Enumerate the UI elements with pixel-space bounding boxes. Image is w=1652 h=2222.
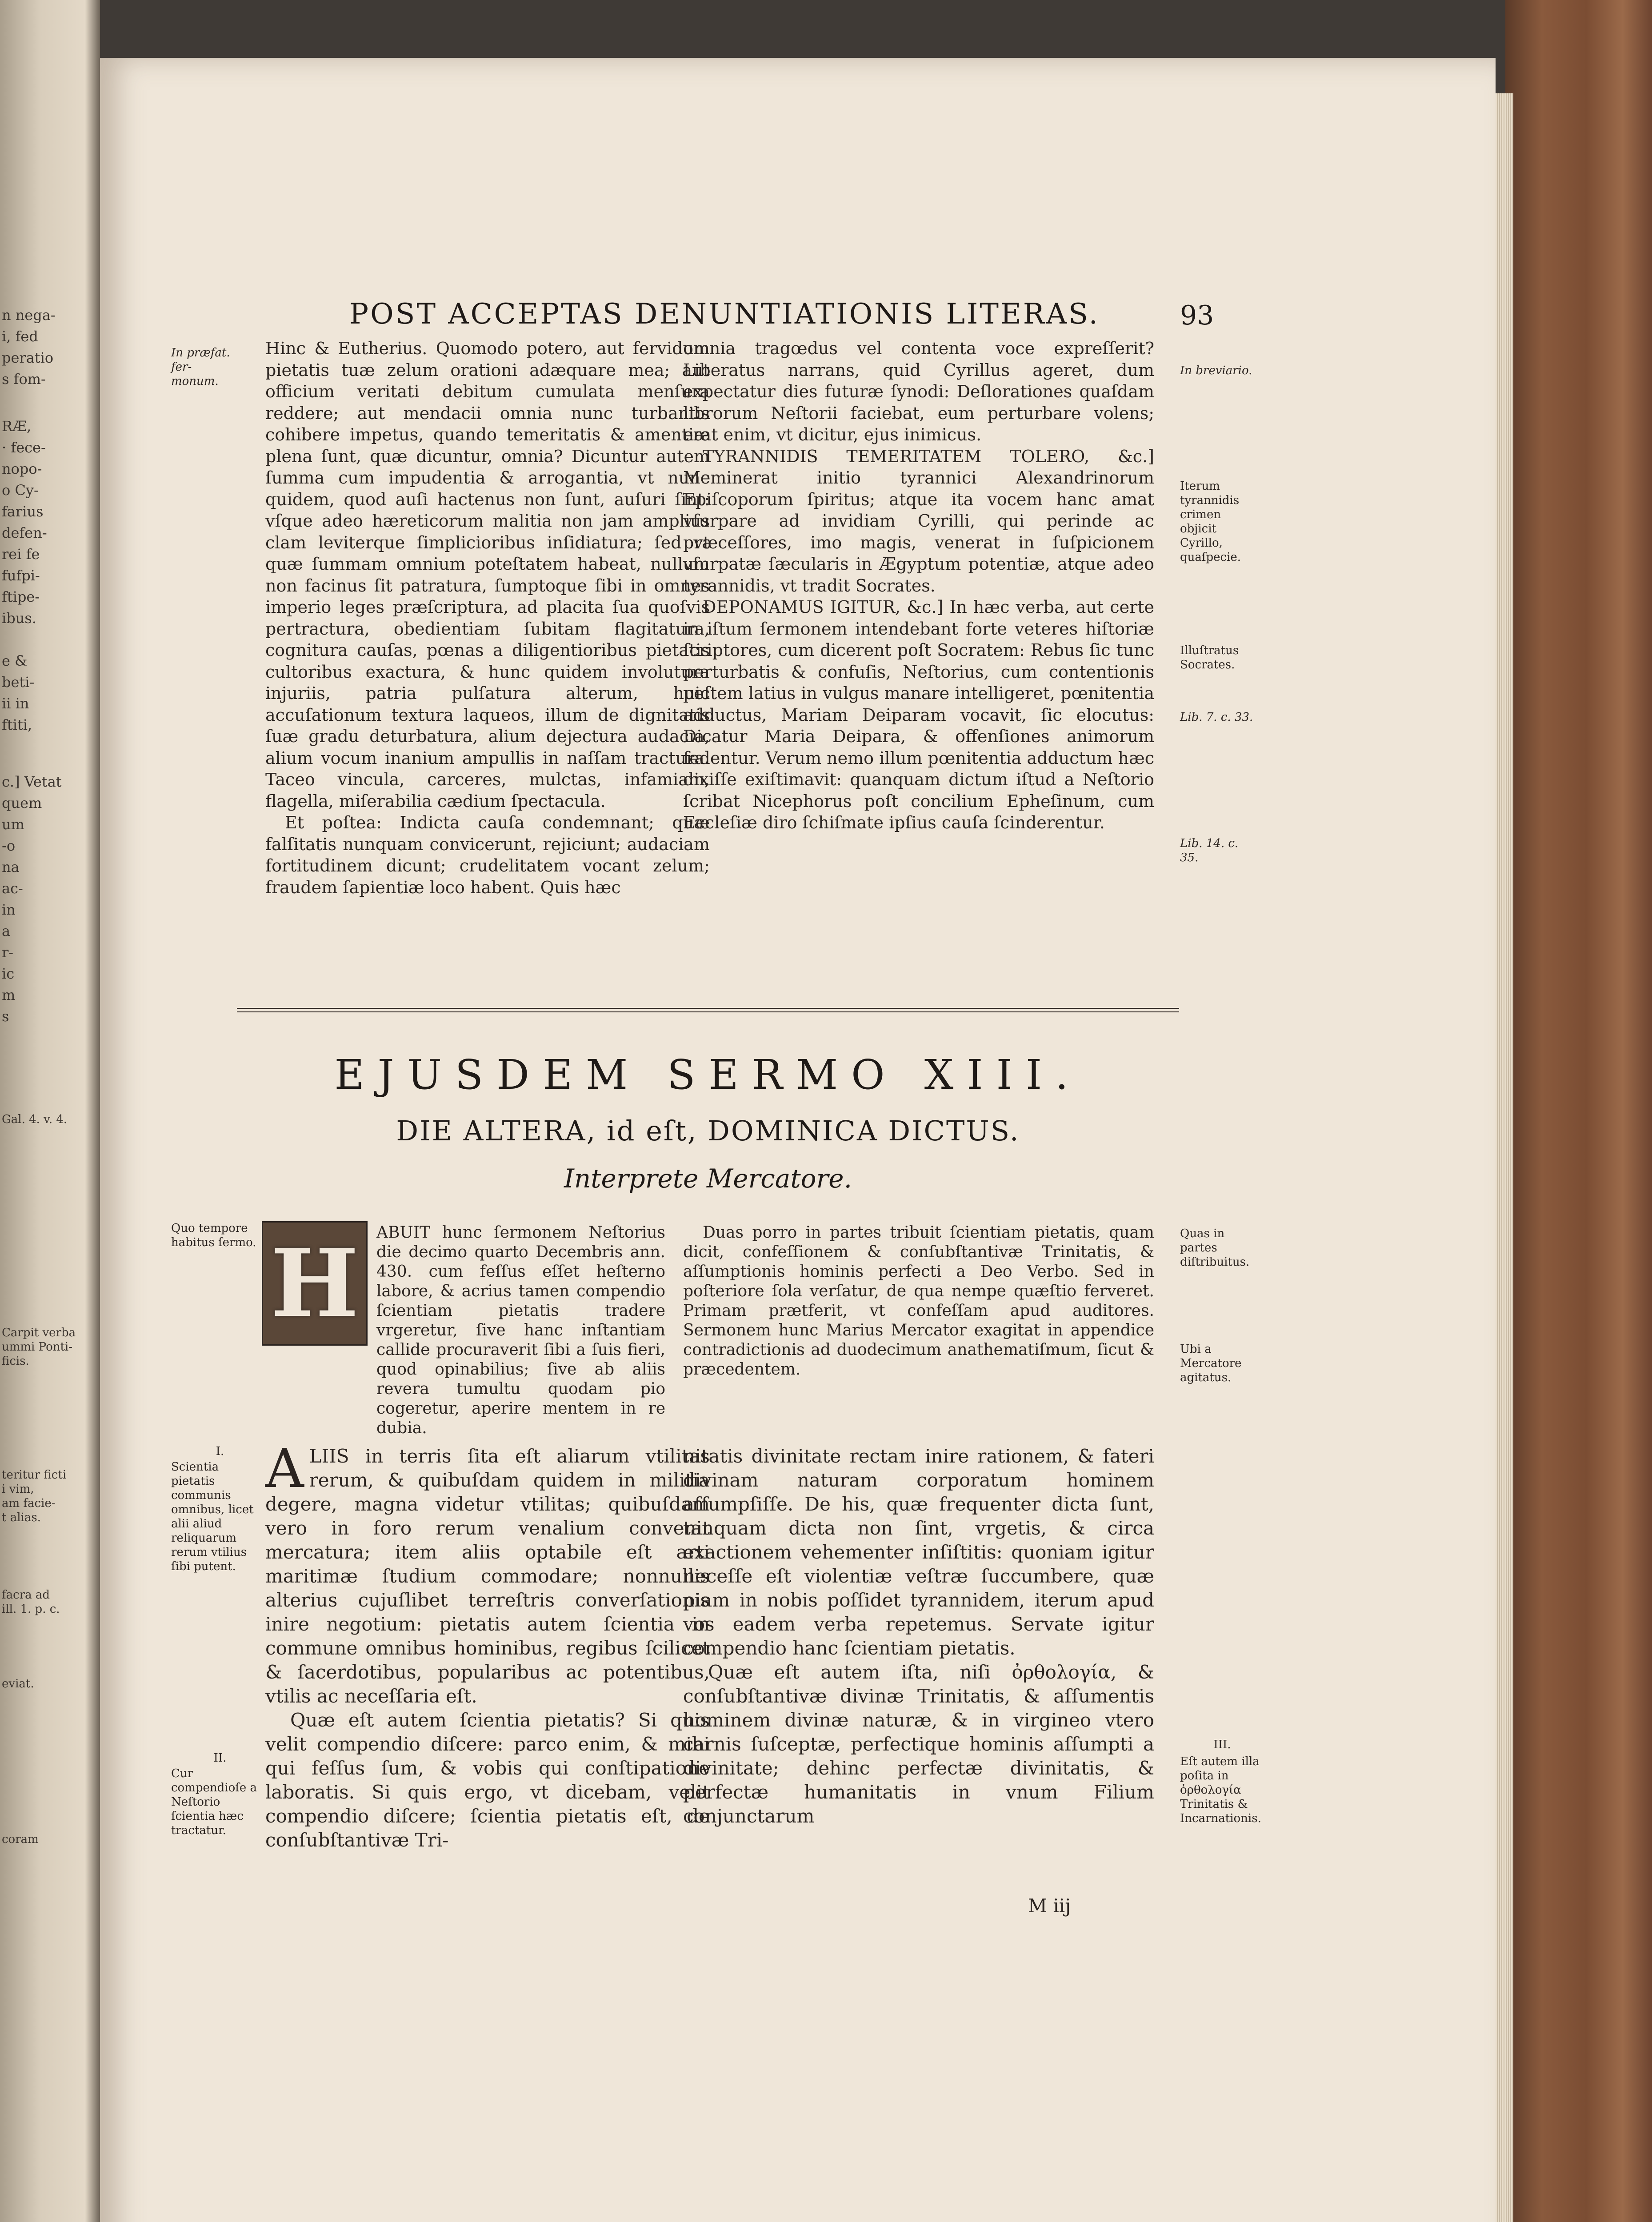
body-column-right (683, 1444, 1154, 1828)
left-fragment: s fom- (2, 371, 46, 388)
margin-note-lib14: Lib. 14. c. 35. (1180, 837, 1239, 864)
left-fragment: RÆ, (2, 418, 32, 435)
sermon-title: EJUSDEM SERMO XIII. (334, 1051, 1082, 1099)
intro-left-top (376, 1223, 665, 1438)
paragraph: Hinc & Eutherius. Quomodo potero, aut fervidum pietatis tuæ zelum orationi adæquare mea; aut officium veritati debitum cumulata menſura reddere; aut mendacii omnia nunc turbantis cohibere impetus, quando temeritatis & amentiæ plena ſunt, quæ dicuntur, omnia? Dicuntur autem ſumma cum impudentia & arrogantia, vt nunc quidem, quod auſi hactenus non ſunt, auſuri ſint: vſque adeo hæreticorum malitia non jam amplius clam leviterque ſimplicioribus inſidiatura; ſed vt quæ ſummam omnium poteſtatem habeat, nullum non facinus ſit patratura, ſumptoque ſibi in omnes imperio leges præſcriptura, ad placita ſua quoſvis pertractura, obedientiam ſubitam flagitatura, cognitura cauſas, pœnas a diligentioribus pietatis cultoribus exactura, & hunc quidem involutura injuriis, patria pulſatura alterum, huic accuſationum textura laqueos, illum de dignitatis ſuæ gradu deturbatura, alium dejectura audacia, alium vocum inanium ampullis in naſſam tractura. Taceo vincula, carceres, mulctas, infamiam, flagella, miſerabilia cædium ſpectacula. (265, 339, 710, 811)
margin-note-lib7: Lib. 7. c. 33. (1180, 711, 1253, 724)
running-header: POST ACCEPTAS DENUNTIATIONIS LITERAS. (349, 298, 1100, 331)
body-column-left (265, 1438, 710, 1852)
text-column-left-top (265, 338, 710, 898)
margin-note-est-autem: Eſt autem illa poſita in ὀρθολογία Trinitatis & Incarnationis. (1180, 1755, 1261, 1825)
paragraph: TYRANNIDIS TEMERITATEM TOLERO, &c.] Meminerat initio tyrannici Alexandrinorum Epiſcoporum ſpiritus; atque ita vocem hanc amat vſurpare ad invidiam Cyrilli, qui perinde ac præceſſores, imo magis, venerat in ſuſpicionem vſurpatæ ſæcularis in Ægyptum potentiæ, atque adeo tyrannidis, vt tradit Socrates. (683, 446, 1154, 595)
left-fragment: farius (2, 503, 44, 520)
margin-note-scientia: Scientia pietatis communis omnibus, licet alii aliud reliquarum rerum vtilius ſibi putent. (171, 1460, 254, 1573)
left-fragment: ii in (2, 695, 29, 712)
paragraph: Quæ eſt autem ſcientia pietatis? Si quis velit compendio diſcere: parco enim, & mihi qui feſſus ſum, & vobis qui conſtipatione laboratis. Si quis ergo, vt dicebam, velit compendio diſcere; ſcientia pietatis eſt, de conſubſtantivæ Tri- (265, 1709, 710, 1851)
left-fragment: in (2, 901, 16, 918)
margin-note-illustratus: Illuſtratus Socrates. (1180, 644, 1239, 671)
left-fragment: r- (2, 944, 14, 961)
section-divider (237, 1008, 1179, 1012)
left-fragment: beti- (2, 674, 35, 691)
left-fragment: i vim, (2, 1483, 34, 1496)
left-fragment: e & (2, 652, 28, 669)
book-binding (1505, 0, 1652, 2222)
left-fragment: coram (2, 1833, 39, 1846)
paragraph: Quæ eſt autem iſta, niſi ὀρθολογία, & conſubſtantivæ divinæ Trinitatis, & aſſumentis hominem divinæ naturæ, & in virgineo vtero carnis ſuſceptæ, perfectique hominis aſſumpti a divinitate; dehinc perfectæ divinitatis, & perfectæ humanitatis in vnum Filium conjunctarum (683, 1661, 1154, 1827)
left-fragment: n nega- (2, 307, 56, 324)
left-fragment: a (2, 923, 11, 939)
paragraph: Duas porro in partes tribuit ſcientiam pietatis, quam dicit, confeſſionem & conſubſtantivæ Trinitatis, & aſſumptionis hominis perfecti a Deo Verbo. Sed in poſteriore ſola verſatur, de qua nempe quæſtio ferveret. Primam prætferit, vt confeſſam apud auditores. Sermonem hunc Marius Mercator exagitat in appendice contradictionis ad duodecimum anathematiſmum, ſicut & præcedentem. (683, 1223, 1154, 1379)
margin-note-quas: Quas in partes diſtribuitus. (1180, 1227, 1250, 1269)
left-fragment: t alias. (2, 1511, 41, 1524)
margin-note-breviario: In breviario. (1180, 364, 1252, 377)
left-fragment: s (2, 1008, 9, 1025)
signature-mark: M iij (1028, 1895, 1071, 1917)
sermon-interpreter: Interprete Mercatore. (564, 1163, 852, 1194)
margin-note-ubi: Ubi a Mercatore agitatus. (1180, 1343, 1242, 1384)
left-fragment: um (2, 816, 24, 833)
left-fragment: rei fe (2, 546, 40, 563)
paragraph: omnia tragœdus vel contenta voce expreſſerit? Liberatus narrans, quid Cyrillus ageret, dum expectatur dies futuræ ſynodi: Deſlorationes quaſdam librorum Neſtorii faciebat, eum perturbare volens; erat enim, vt dicitur, ejus inimicus. (683, 339, 1154, 444)
left-fragment: na (2, 859, 20, 875)
page-number: 93 (1180, 300, 1214, 331)
left-fragment: fufpi- (2, 567, 40, 584)
left-fragment: peratio (2, 349, 54, 366)
left-page-fragment (0, 0, 100, 2222)
margin-note-cur: Cur compendioſe a Neſtorio ſcientia hæc tractatur. (171, 1767, 257, 1837)
section-number-i: I. (216, 1445, 224, 1458)
left-fragment: ill. 1. p. c. (2, 1603, 60, 1616)
paragraph (265, 1438, 710, 1708)
left-fragment: ficis. (2, 1355, 29, 1368)
left-fragment: ac- (2, 880, 23, 897)
page-edges (1496, 93, 1513, 2222)
section-number-ii: II. (213, 1751, 227, 1765)
left-fragment: Carpit verba (2, 1326, 76, 1339)
left-fragment: o Cy- (2, 482, 39, 499)
paragraph: ABUIT hunc ſermonem Neſtorius die decimo quarto Decembris ann. 430. cum feſſus eſſet heſterno labore, & acrius tamen compendio ſcientiam pietatis tradere vrgeretur, ſive hanc inſtantiam callide procuraverit ſibi a ſuis fieri, quod opinabilius; ſive ab aliis revera tumultu quodam pio cogeretur, aperire mentem in re dubia. (376, 1223, 665, 1437)
text-column-right-top (683, 338, 1154, 834)
paragraph: Et poſtea: Indicta cauſa condemnant; quæ falſitatis nunquam convicerunt, rejiciunt; audaciam fortitudinem dicunt; crudelitatem vocant zelum; fraudem ſapientiæ loco habent. Quis hæc (265, 813, 710, 897)
left-fragment: am facie- (2, 1497, 56, 1510)
sermon-subtitle: DIE ALTERA, id eſt, DOMINICA DICTUS. (396, 1115, 1020, 1147)
paragraph: nitatis divinitate rectam inire rationem, & fateri divinam naturam corporatum hominem aſſumpſiſſe. De his, quæ frequenter dicta ſunt, tanquam dicta non ſint, vrgetis, & circa exactionem vehementer inſiſtitis: quoniam igitur neceſſe eſt violentiæ veſtræ ſuccumbere, quæ piam in nobis poſſidet tyrannidem, iterum apud vos eadem verba repetemus. Servate igitur compendio hanc ſcientiam pietatis. (683, 1445, 1154, 1659)
margin-note-iterum: Iterum tyrannidis crimen objicit Cyrillo, quaſpecie. (1180, 480, 1241, 564)
paragraph: DEPONAMUS IGITUR, &c.] In hæc verba, aut certe in iſtum ſermonem intendebant forte veteres hiſtoriæ ſcriptores, cum dicerent poſt Socratem: Rebus ſic tunc perturbatis & confuſis, Neſtorius, cum contentionis peſtem latius in vulgus manare intelligeret, pœnitentia adductus, Mariam Deiparam vocavit, ſic elocutus: Dicatur Maria Deipara, & offenſiones animorum ſedentur. Verum nemo illum pœnitentia adductum hæc dixiſſe exiſtimavit: quanquam dictum iſtud a Neſtorio ſcribat Nicephorus poſt concilium Epheſinum, cum Eccleſiæ diro ſchiſmate ipſius cauſa ſcinderentur. (683, 597, 1154, 832)
left-fragment: nopo- (2, 460, 42, 477)
decorated-initial-letter: H (270, 1228, 359, 1338)
left-fragment: eviat. (2, 1677, 34, 1690)
intro-right (683, 1223, 1154, 1379)
left-fragment: defen- (2, 524, 47, 541)
left-fragment: ummi Ponti- (2, 1340, 73, 1354)
left-fragment: teritur ficti (2, 1468, 67, 1482)
margin-note-quo-tempore: Quo tempore habitus ſermo. (171, 1222, 256, 1249)
section-number-iii: III. (1213, 1738, 1231, 1751)
left-fragment: i, fed (2, 328, 38, 345)
left-fragment: Gal. 4. v. 4. (2, 1113, 68, 1126)
left-fragment: m (2, 987, 16, 1003)
left-fragment: quem (2, 795, 42, 811)
book-page (100, 58, 1496, 2222)
left-fragment: ftipe- (2, 588, 40, 605)
decorated-initial (262, 1221, 368, 1346)
left-fragment: facra ad (2, 1588, 50, 1602)
initial-a: A (265, 1438, 304, 1500)
left-fragment: ftiti, (2, 716, 32, 733)
left-fragment: ibus. (2, 610, 36, 627)
left-fragment: ic (2, 965, 15, 982)
left-fragment: c.] Vetat (2, 773, 62, 790)
left-fragment: -o (2, 837, 16, 854)
margin-note-praefat: In præfat. fer-monum. (171, 346, 230, 388)
paragraph-text: LIIS in terris ſita eſt aliarum vtilitas rerum, & quibuſdam quidem in militia degere, magna videtur vtilitas; quibuſdam vero in foro rerum venalium convenit mercatura; item aliis optabile eſt arti maritimæ ſtudium commodare; nonnullis alterius cujuſlibet terreſtris converſationis inire negotium: pietatis autem ſcientia in commune omnibus hominibus, regibus ſcilicet & ſacerdotibus, popularibus ac potentibus, vtilis ac neceſſaria eſt. (265, 1445, 710, 1707)
left-fragment: · fece- (2, 439, 46, 456)
